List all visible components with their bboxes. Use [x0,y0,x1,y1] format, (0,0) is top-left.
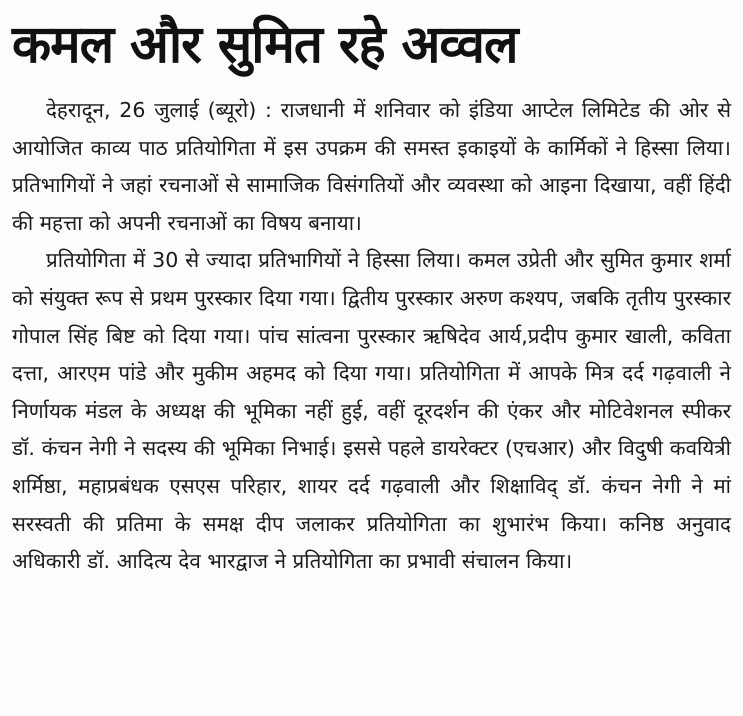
headline: कमल और सुमित रहे अव्वल [12,15,518,75]
paragraph-1: देहरादून, 26 जुलाई (ब्यूरो) : राजधानी में शनिवार को इंडिया आप्टेल लिमिटेड की ओर से आयोजित काव्य पाठ प्रतियोगिता में इस उपक्रम की समस्त इकाइयों के कार्मिकों ने हिस्सा लिया। प्रतिभागियों ने जहां रचनाओं से सामाजिक विसंगतियों और व्यवस्था को आइना दिखाया, वहीं हिंदी की महत्ता को अपनी रचनाओं का विषय बनाया। [12,98,731,235]
paragraph-2: प्रतियोगिता में 30 से ज्यादा प्रतिभागियों ने हिस्सा लिया। कमल उप्रेती और सुमित कुमार शर्मा को संयुक्त रूप से प्रथम पुरस्कार दिया गया। द्वितीय पुरस्कार अरुण कश्यप, जबकि तृतीय पुरस्कार गोपाल सिंह बिष्ट को दिया गया। पांच सांत्वना पुरस्कार ऋषिदेव आर्य,प्रदीप कुमार खाली, कविता दत्ता, आरएम पांडे और मुकीम अहमद को दिया गया। प्रतियोगिता में आपके मित्र दर्द गढ़वाली ने निर्णायक मंडल के अध्यक्ष की भूमिका नहीं हुई, वहीं दूरदर्शन की एंकर और मोटिवेशनल स्पीकर डॉ. कंचन नेगी ने सदस्य की भूमिका निभाई। इससे पहले डायरेक्टर (एचआर) और विदुषी कवयित्री शर्मिष्ठा, महाप्रबंधक एसएस परिहार, शायर दर्द गढ़वाली और शिक्षाविद् डॉ. कंचन नेगी ने मां सरस्वती की प्रतिमा के समक्ष दीप जलाकर प्रतियोगिता का शुभारंभ किया। कनिष्ठ अनुवाद अधिकारी डॉ. आदित्य देव भारद्वाज ने प्रतियोगिता का प्रभावी संचालन किया। [12,248,731,574]
